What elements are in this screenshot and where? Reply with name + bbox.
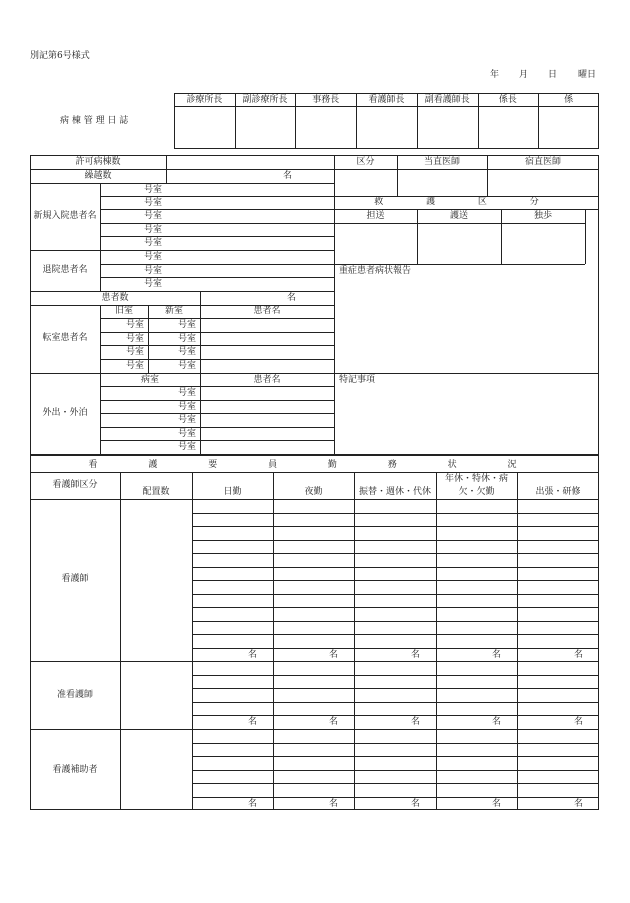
- old-room-header: 旧室: [114, 306, 133, 316]
- outing-label: 外出・外泊: [42, 408, 88, 418]
- staff-row-line: [192, 553, 599, 554]
- room-suffix-label: 号室: [143, 279, 162, 289]
- room-suffix-label: 号室: [125, 361, 144, 371]
- room-suffix-label: 号室: [143, 185, 162, 195]
- staff-count-unit: 名: [491, 649, 501, 660]
- special-notes-label: 特記事項: [339, 375, 376, 385]
- staff-row-line: [192, 702, 599, 703]
- room-suffix-label: 号室: [177, 429, 196, 439]
- nurse-group-label: 看護師: [61, 574, 89, 584]
- staff-row-line: [192, 513, 599, 514]
- critical-report-label: 重症患者病状報告: [339, 266, 412, 276]
- room-suffix-label: 号室: [177, 334, 196, 344]
- day-doctor-header: 当直医師: [423, 157, 460, 167]
- room-suffix-label: 号室: [177, 320, 196, 330]
- staff-count-unit: 名: [491, 798, 501, 809]
- carried-over-unit: 名: [283, 171, 293, 181]
- room-suffix-label: 号室: [177, 347, 196, 357]
- approval-label: 診療所長: [186, 95, 223, 105]
- room-suffix-label: 号室: [177, 442, 196, 452]
- rescue-category-header: 救 護 区 分: [374, 197, 559, 207]
- approval-label: 係: [564, 95, 574, 105]
- room-suffix-label: 号室: [143, 266, 162, 276]
- staff-count-unit: 名: [247, 717, 257, 728]
- patient-count-unit: 名: [287, 293, 297, 303]
- staff-row-line: [192, 540, 599, 541]
- room-suffix-label: 号室: [177, 388, 196, 398]
- assigned-header: 配置数: [142, 487, 170, 497]
- date-month-label: 月: [519, 70, 529, 80]
- approval-label: 副看護師長: [424, 95, 470, 105]
- new-room-header: 新室: [164, 306, 183, 316]
- approval-label: 看護師長: [368, 95, 405, 105]
- date-day-label: 日: [548, 70, 558, 80]
- room-suffix-label: 号室: [177, 361, 196, 371]
- room-suffix-label: 号室: [143, 211, 162, 221]
- room-suffix-label: 号室: [143, 225, 162, 235]
- staff-row-line: [192, 580, 599, 581]
- patient-count-label: 患者数: [101, 293, 129, 303]
- staff-count-unit: 名: [573, 798, 583, 809]
- room-suffix-label: 号室: [143, 252, 162, 262]
- night-shift-header: 夜勤: [304, 487, 323, 497]
- room-suffix-label: 号室: [177, 402, 196, 412]
- staff-count-unit: 名: [328, 798, 338, 809]
- room-suffix-label: 号室: [125, 334, 144, 344]
- staff-row-line: [192, 783, 599, 784]
- staff-row-line: [192, 648, 599, 649]
- staff-count-unit: 名: [247, 798, 257, 809]
- room-suffix-label: 号室: [125, 347, 144, 357]
- form-number: 別記第6号様式: [30, 51, 90, 61]
- night-doctor-header: 宿直医師: [524, 157, 561, 167]
- staff-row-line: [192, 607, 599, 608]
- approval-label: 係長: [498, 95, 517, 105]
- approval-label: 事務長: [312, 95, 340, 105]
- staff-row-line: [192, 756, 599, 757]
- journal-title: 病 棟 管 理 日 誌: [60, 116, 129, 126]
- leave-header-line1: 年休・特休・病: [444, 474, 508, 484]
- assistant-nurse-group-label: 准看護師: [56, 690, 93, 700]
- discharged-label: 退院患者名: [42, 265, 88, 275]
- staff-row-line: [192, 688, 599, 689]
- room-suffix-label: 号室: [143, 238, 162, 248]
- staff-count-unit: 名: [491, 717, 501, 728]
- stretcher-header: 担送: [366, 211, 385, 221]
- substitute-header: 振替・週休・代休: [358, 487, 431, 497]
- room-suffix-label: 号室: [143, 198, 162, 208]
- staff-row-line: [192, 634, 599, 635]
- category-header: 区分: [356, 157, 375, 167]
- staff-count-unit: 名: [410, 798, 420, 809]
- leave-header-line2: 欠・欠勤: [458, 487, 495, 497]
- ward-room-header: 病室: [140, 375, 159, 385]
- staff-count-unit: 名: [328, 649, 338, 660]
- staff-row-line: [192, 675, 599, 676]
- staff-row-line: [192, 770, 599, 771]
- staff-count-unit: 名: [328, 717, 338, 728]
- carried-over-label: 繰越数: [84, 171, 112, 181]
- staff-row-line: [192, 567, 599, 568]
- day-shift-header: 日勤: [223, 487, 242, 497]
- staff-count-unit: 名: [573, 717, 583, 728]
- staff-row-line: [192, 743, 599, 744]
- room-suffix-label: 号室: [125, 320, 144, 330]
- transfer-patient-name-header: 患者名: [253, 306, 281, 316]
- staff-count-unit: 名: [410, 649, 420, 660]
- staff-row-line: [192, 797, 599, 798]
- nurse-category-header: 看護師区分: [52, 480, 98, 490]
- transfer-label: 転室患者名: [42, 333, 88, 343]
- licensed-beds-label: 許可病棟数: [75, 157, 121, 167]
- staff-row-line: [192, 594, 599, 595]
- staff-row-line: [192, 621, 599, 622]
- nursing-aide-group-label: 看護補助者: [52, 765, 98, 775]
- walking-header: 独歩: [533, 211, 552, 221]
- escort-header: 護送: [449, 211, 468, 221]
- outing-patient-name-header: 患者名: [253, 375, 281, 385]
- staff-duty-title: 看 護 要 員 勤 務 状 況: [88, 460, 541, 470]
- date-year-label: 年: [490, 70, 500, 80]
- business-trip-header: 出張・研修: [535, 487, 581, 497]
- staff-count-unit: 名: [247, 649, 257, 660]
- new-admissions-label: 新規入院患者名: [33, 211, 97, 221]
- approval-label: 副診療所長: [242, 95, 288, 105]
- staff-count-unit: 名: [573, 649, 583, 660]
- date-weekday-label: 曜日: [578, 70, 597, 80]
- staff-count-unit: 名: [410, 717, 420, 728]
- staff-row-line: [192, 526, 599, 527]
- room-suffix-label: 号室: [177, 415, 196, 425]
